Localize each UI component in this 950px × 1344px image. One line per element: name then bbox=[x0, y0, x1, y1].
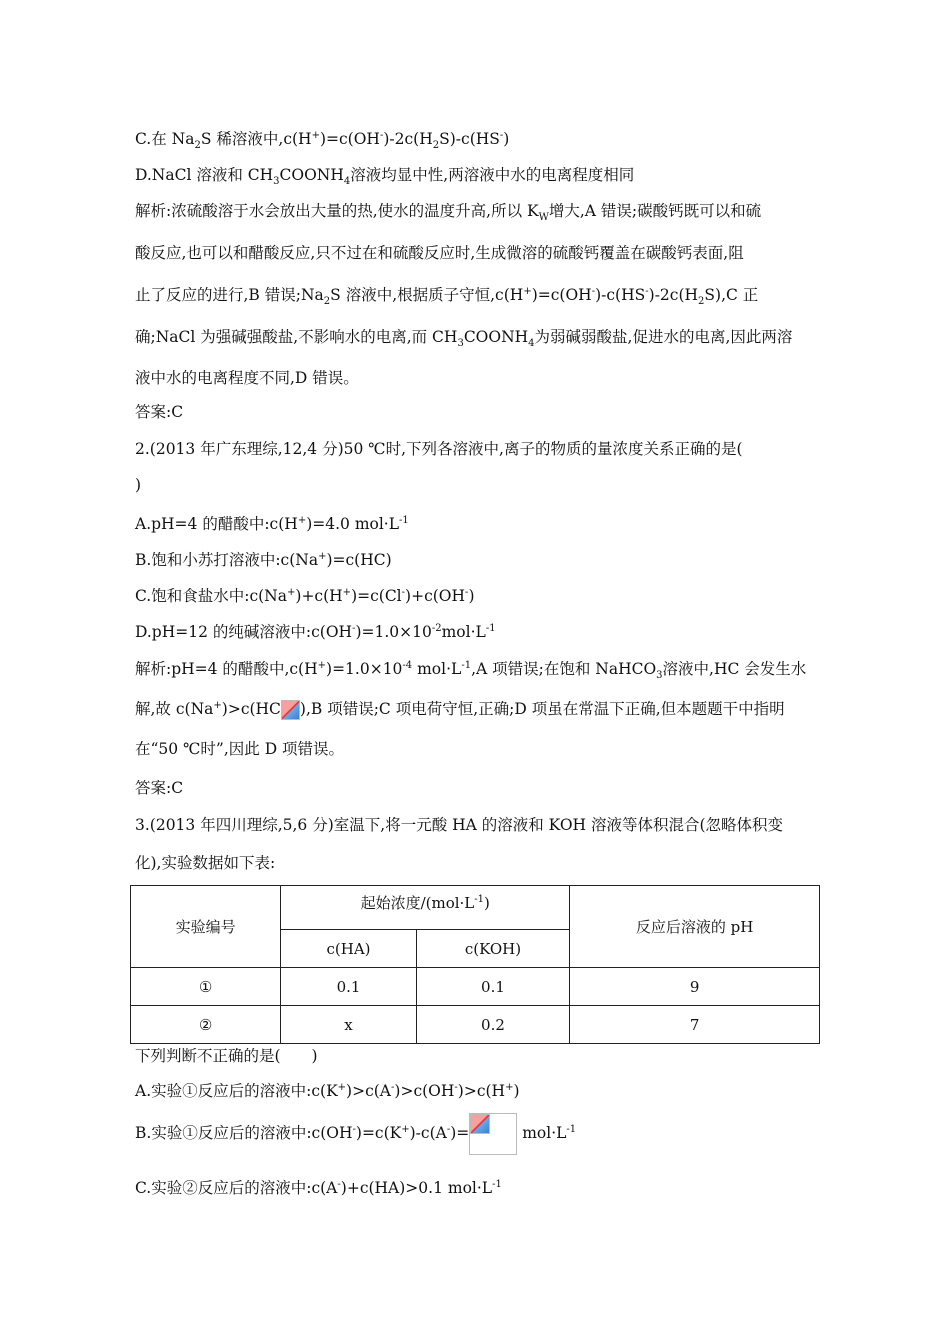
experiment-data-table bbox=[130, 885, 820, 1044]
text: S 溶液中,根据质子守恒,c(H bbox=[330, 286, 524, 304]
subscript: W bbox=[538, 212, 549, 224]
text: S),C 正 bbox=[704, 286, 759, 304]
text: B.饱和小苏打溶液中:c(Na bbox=[135, 551, 319, 569]
superscript: - bbox=[446, 1123, 451, 1135]
q3-option-a bbox=[135, 1079, 520, 1101]
superscript: + bbox=[318, 550, 327, 562]
text: C.实验②反应后的溶液中:c(A bbox=[135, 1179, 338, 1197]
text: mol·L bbox=[412, 660, 462, 678]
text: 溶液均显中性,两溶液中水的电离程度相同 bbox=[350, 166, 635, 184]
broken-image-box bbox=[469, 1113, 517, 1155]
text: mol·L bbox=[517, 1124, 567, 1142]
superscript: - bbox=[352, 1123, 356, 1135]
superscript: + bbox=[317, 659, 327, 671]
superscript: - bbox=[337, 1178, 341, 1190]
q3-option-b bbox=[135, 1113, 576, 1155]
text: COONH bbox=[463, 328, 529, 346]
text: )-c(HS bbox=[595, 286, 646, 304]
q3-option-c bbox=[135, 1176, 502, 1198]
q2-analysis-line-2 bbox=[135, 697, 785, 720]
text: )=c(HC) bbox=[326, 551, 392, 569]
text: 酸反应,也可以和醋酸反应,只不过在和硫酸反应时,生成微溶的硫酸钙覆盖在碳酸钙表面,阻 bbox=[135, 244, 744, 262]
text: ),B 项错误;C 项电荷守恒,正确;D 项虽在常温下正确,但本题题干中指明 bbox=[299, 700, 785, 718]
superscript: + bbox=[342, 586, 352, 598]
text: )>c(A bbox=[346, 1082, 392, 1100]
question-3-stem-cont bbox=[135, 851, 275, 873]
text: ) bbox=[513, 1082, 520, 1100]
text: 解析:浓硫酸溶于水会放出大量的热,使水的温度升高,所以 K bbox=[135, 202, 539, 220]
text: )>c(H bbox=[457, 1082, 506, 1100]
cell-c-koh: 0.2 bbox=[416, 1006, 569, 1044]
superscript: - bbox=[465, 586, 469, 598]
superscript: -1 bbox=[492, 1178, 502, 1190]
superscript: -1 bbox=[461, 659, 472, 671]
text: D.NaCl 溶液和 CH bbox=[135, 166, 274, 184]
superscript: + bbox=[311, 129, 320, 141]
text: 在“50 ℃时”,因此 D 项错误。 bbox=[135, 740, 345, 758]
text: S)-c(HS bbox=[439, 130, 500, 148]
broken-image-icon bbox=[470, 1114, 490, 1134]
text: 实验编号 bbox=[175, 918, 236, 936]
text: ) bbox=[468, 587, 475, 605]
analysis-line-1 bbox=[135, 199, 762, 224]
text: c(HA) bbox=[326, 939, 371, 958]
superscript: + bbox=[505, 1081, 514, 1093]
q2-option-b bbox=[135, 548, 392, 570]
subscript: 3 bbox=[656, 670, 663, 682]
text: )=c(Cl bbox=[351, 587, 402, 605]
text: D.pH=12 的纯碱溶液中:c(OH bbox=[135, 623, 353, 641]
text: 答案:C bbox=[135, 403, 184, 421]
text: ) bbox=[503, 130, 510, 148]
superscript: - bbox=[499, 129, 504, 141]
text: c(KOH) bbox=[464, 939, 522, 958]
superscript: - bbox=[401, 586, 406, 598]
superscript: + bbox=[287, 586, 296, 598]
answer-line-2 bbox=[135, 776, 183, 798]
text: 化),实验数据如下表: bbox=[135, 854, 276, 872]
text: ,A 项错误;在饱和 NaHCO bbox=[471, 660, 657, 678]
cell-ph: 7 bbox=[570, 1006, 820, 1044]
subscript: 2 bbox=[194, 140, 201, 152]
subscript: 4 bbox=[528, 338, 535, 350]
text: )=1.0×10 bbox=[326, 660, 403, 678]
subscript: 3 bbox=[273, 176, 280, 188]
text: 增大,A 错误;碳酸钙既可以和硫 bbox=[548, 202, 762, 220]
text: )=1.0×10 bbox=[355, 623, 432, 641]
text: )=c(K bbox=[355, 1124, 402, 1142]
table-row bbox=[131, 968, 820, 1006]
superscript: + bbox=[523, 285, 532, 297]
text: )-c(A bbox=[409, 1124, 447, 1142]
text: 解析:pH=4 的醋酸中,c(H bbox=[135, 660, 318, 678]
text: mol·L bbox=[441, 623, 486, 641]
q2-analysis-line-1 bbox=[135, 657, 807, 682]
text: )=c(OH bbox=[319, 130, 380, 148]
text: S 稀溶液中,c(H bbox=[200, 130, 312, 148]
question-3-prompt bbox=[135, 1044, 318, 1066]
superscript: - bbox=[591, 285, 596, 297]
cell-ph: 9 bbox=[570, 968, 820, 1006]
q2-option-c bbox=[135, 584, 475, 606]
superscript: -1 bbox=[399, 514, 409, 526]
superscript: - bbox=[645, 285, 649, 297]
subscript: 2 bbox=[432, 140, 440, 152]
superscript: - bbox=[352, 622, 356, 634]
superscript: -1 bbox=[474, 894, 485, 905]
text: 液中水的电离程度不同,D 错误。 bbox=[135, 369, 359, 387]
text: C.在 Na bbox=[135, 130, 195, 148]
option-c-line bbox=[135, 127, 510, 152]
text: B.实验①反应后的溶液中:c(OH bbox=[135, 1124, 353, 1142]
superscript: -1 bbox=[566, 1123, 577, 1135]
table-row bbox=[131, 1006, 820, 1044]
text: )=c(OH bbox=[531, 286, 592, 304]
text: )-2c(H bbox=[648, 286, 699, 304]
q2-option-a bbox=[135, 512, 409, 534]
text: A.实验①反应后的溶液中:c(K bbox=[135, 1082, 338, 1100]
cell-c-ha: x bbox=[281, 1006, 417, 1044]
subscript: 3 bbox=[457, 338, 464, 350]
option-d-line bbox=[135, 163, 635, 188]
text: C.饱和食盐水中:c(Na bbox=[135, 587, 287, 605]
text: COONH bbox=[279, 166, 344, 184]
cell-exp-id: ② bbox=[131, 1006, 281, 1044]
text: 3.(2013 年四川理综,5,6 分)室温下,将一元酸 HA 的溶液和 KOH 溶液等体积混合(忽略体积变 bbox=[135, 816, 784, 834]
text: )= bbox=[450, 1124, 470, 1142]
analysis-line-5 bbox=[135, 366, 359, 388]
text: )>c(OH bbox=[394, 1082, 455, 1100]
analysis-line-3 bbox=[135, 283, 759, 308]
text: 下列判断不正确的是( ) bbox=[135, 1047, 318, 1065]
superscript: + bbox=[213, 699, 222, 711]
text: 止了反应的进行,B 错误;Na bbox=[135, 286, 324, 304]
header-final-ph bbox=[570, 886, 820, 968]
question-3-stem bbox=[135, 813, 783, 835]
text: 2.(2013 年广东理综,12,4 分)50 ℃时,下列各溶液中,离子的物质的量浓度关系正确的是( bbox=[135, 440, 743, 458]
superscript: + bbox=[297, 514, 307, 526]
table-header-row bbox=[131, 886, 820, 930]
superscript: - bbox=[454, 1081, 458, 1093]
text: 解,故 c(Na bbox=[135, 700, 214, 718]
header-exp-number bbox=[131, 886, 281, 968]
text: 确;NaCl 为强碱强酸盐,不影响水的电离,而 CH bbox=[135, 328, 458, 346]
text: 答案:C bbox=[135, 779, 184, 797]
subscript: 2 bbox=[698, 296, 705, 308]
cell-exp-id: ① bbox=[131, 968, 281, 1006]
superscript: - bbox=[379, 129, 384, 141]
text: ) bbox=[484, 894, 490, 912]
text: 反应后溶液的 pH bbox=[635, 918, 754, 936]
superscript: - bbox=[391, 1081, 395, 1093]
text: )+c(OH bbox=[405, 587, 466, 605]
text: ) bbox=[135, 476, 142, 494]
answer-line bbox=[135, 400, 183, 422]
superscript: + bbox=[401, 1123, 410, 1135]
subscript: 4 bbox=[343, 176, 351, 188]
question-2-stem bbox=[135, 437, 743, 459]
text: A.pH=4 的醋酸中:c(H bbox=[135, 515, 298, 533]
q2-option-d bbox=[135, 620, 496, 642]
analysis-line-2 bbox=[135, 241, 744, 263]
superscript: -1 bbox=[485, 622, 496, 634]
text: )+c(HA)>0.1 mol·L bbox=[340, 1179, 493, 1197]
broken-image-icon bbox=[281, 700, 300, 720]
cell-c-ha: 0.1 bbox=[281, 968, 417, 1006]
superscript: -4 bbox=[402, 659, 413, 671]
text: )=4.0 mol·L bbox=[306, 515, 400, 533]
analysis-line-4 bbox=[135, 325, 793, 350]
header-c-koh bbox=[416, 930, 569, 968]
header-c-ha bbox=[281, 930, 417, 968]
text: )>c(HC bbox=[221, 700, 281, 718]
text: 为弱碱弱酸盐,促进水的电离,因此两溶 bbox=[534, 328, 793, 346]
text: 起始浓度/(mol·L bbox=[360, 894, 475, 912]
text: )+c(H bbox=[295, 587, 343, 605]
subscript: 2 bbox=[323, 296, 331, 308]
text: 溶液中,HC 会发生水 bbox=[662, 660, 807, 678]
cell-c-koh: 0.1 bbox=[416, 968, 569, 1006]
q2-analysis-line-3 bbox=[135, 737, 344, 759]
superscript: + bbox=[337, 1081, 347, 1093]
text: )-2c(H bbox=[383, 130, 433, 148]
header-initial-conc bbox=[281, 886, 570, 930]
superscript: -2 bbox=[431, 622, 442, 634]
question-2-paren bbox=[135, 476, 141, 494]
